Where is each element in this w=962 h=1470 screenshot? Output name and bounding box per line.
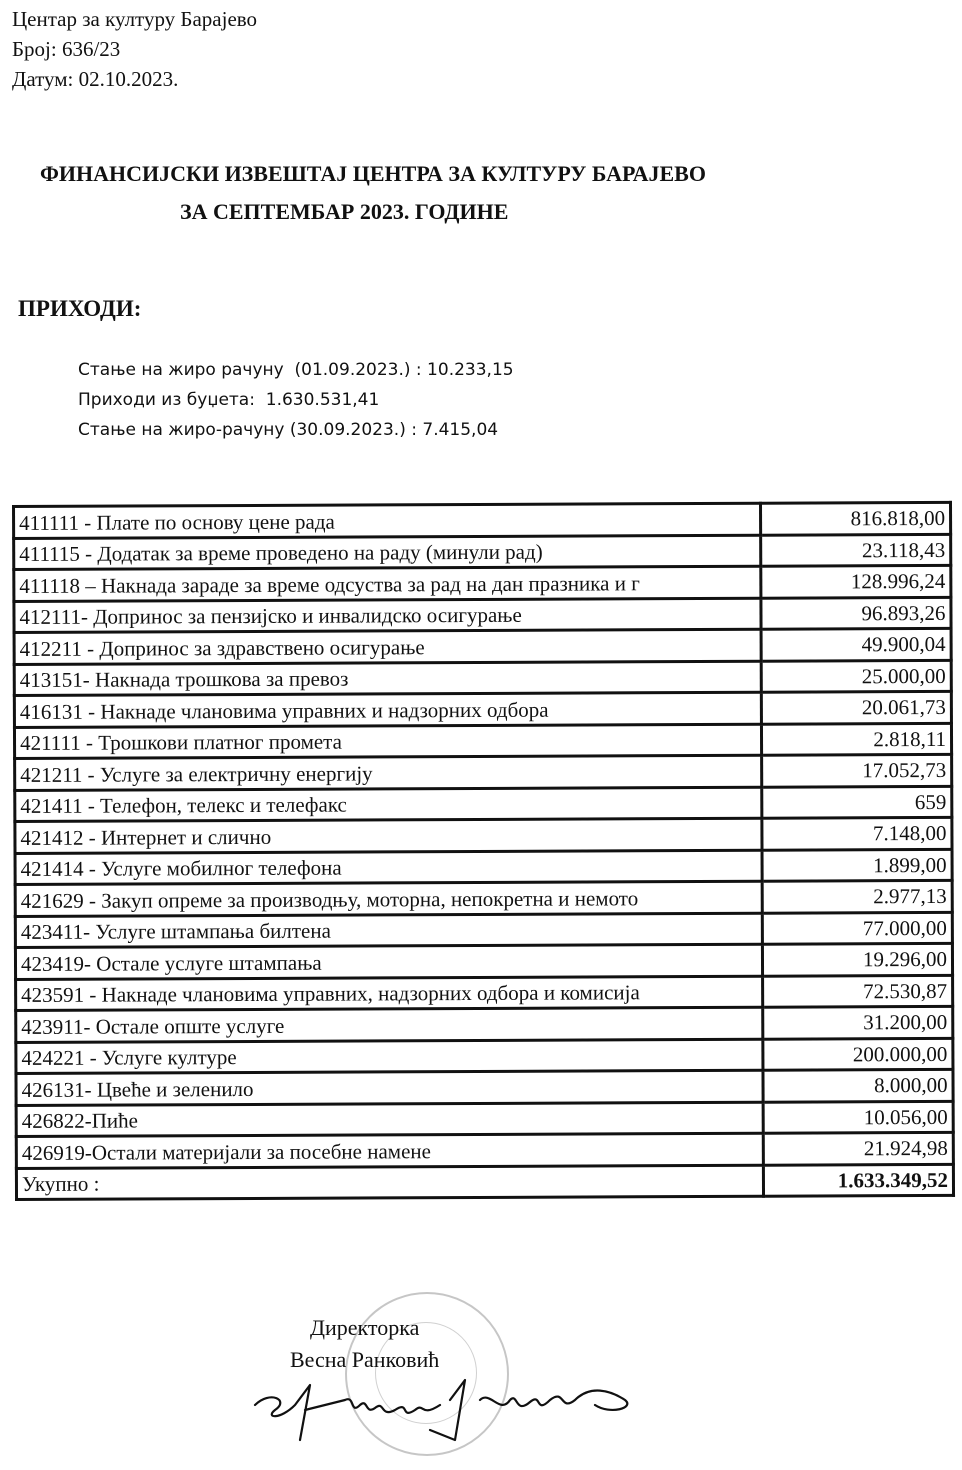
expense-amount: 96.893,26 [761,597,951,629]
expense-label: 424221 - Услуге културе [16,1039,763,1074]
document-header [12,4,257,94]
report-title-line-1: ФИНАНСИЈСКИ ИЗВЕШТАЈ ЦЕНТРА ЗА КУЛТУРУ БАРАЈЕВО [40,161,706,186]
table-row [14,723,951,759]
expense-amount: 7.148,00 [762,817,952,849]
expense-label: 416131 - Накнаде члановима управних и надзорних одбора [14,692,761,727]
expense-amount: 23.118,43 [761,534,951,566]
expense-amount: 8.000,00 [763,1069,953,1101]
expense-label: 421414 - Услуге мобилног телефона [15,850,762,885]
expense-label: 423411- Услуге штампања билтена [15,913,762,948]
expense-label: 411115 - Додатак за време проведено на раду (минули рад) [14,535,761,570]
expense-amount: 19.296,00 [762,943,952,975]
table-row [16,1069,953,1105]
table-row [15,817,952,853]
income-heading: ПРИХОДИ: [18,296,142,321]
expense-label: 421412 - Интернет и слично [15,818,762,853]
expense-label: 421111 - Трошкови платног промета [14,724,761,759]
expense-label: 426822-Пиће [16,1102,763,1137]
closing-balance: Стање на жиро-рачуну (30.09.2023.) : 7.415,04 [78,420,499,440]
opening-balance: Стање на жиро рачуну (01.09.2023.) : 10.233,15 [78,360,514,380]
table-row [16,1101,953,1137]
expense-label: 421211 - Услуге за електричну енергију [15,755,762,790]
total-row [16,1164,953,1200]
table-row [16,1132,953,1168]
table-row [15,943,952,979]
table-row [16,1006,953,1042]
table-row [15,880,952,916]
expense-amount: 1.899,00 [762,849,952,881]
expense-label: 412111- Допринос за пензијско и инвалидско осигурање [14,598,761,633]
table-row [14,691,951,727]
expense-label: 421629 - Закуп опреме за производњу, моторна, непокретна и немото [15,881,762,916]
expenses-table [12,501,955,1201]
expense-amount: 659 [762,786,952,818]
expense-amount: 49.900,04 [761,628,951,660]
signatory-role: Директорка [309,1315,420,1340]
document-number: Број: 636/23 [12,37,121,61]
total-label: Укупно : [16,1165,763,1200]
expense-amount: 21.924,98 [763,1132,953,1164]
expense-amount: 25.000,00 [761,660,951,692]
expense-label: 411111 - Плате по основу цене рада [14,503,761,538]
signatory-name: Весна Ранковић [290,1347,440,1372]
expense-label: 423419- Остале услуге штампања [15,944,762,979]
report-title-line-2: ЗА СЕПТЕМБАР 2023. ГОДИНЕ [180,199,509,224]
expense-label: 412211 - Допринос за здравствено осигурање [14,629,761,664]
expense-label: 413151- Накнада трошкова за превоз [14,661,761,696]
expense-label: 426919-Остали материјали за посебне намене [16,1133,763,1168]
expense-amount: 20.061,73 [761,691,951,723]
expense-label: 423591 - Накнаде члановима управних, надзорних одбора и комисија [16,976,763,1011]
table-row [14,660,951,696]
expense-amount: 10.056,00 [763,1101,953,1133]
table-row [16,1038,953,1074]
expense-label: 423911- Остале опште услуге [16,1007,763,1042]
expense-amount: 2.818,11 [761,723,951,755]
table-row [15,754,952,790]
table-row [15,786,952,822]
expense-amount: 72.530,87 [763,975,953,1007]
expense-amount: 2.977,13 [762,880,952,912]
expense-label: 411118 – Накнада зараде за време одсуства за рад на дан празника и г [14,566,761,601]
expense-amount: 77.000,00 [762,912,952,944]
handwritten-signature-icon [250,1370,640,1455]
total-amount: 1.633.349,52 [763,1164,953,1196]
table-row [14,597,951,633]
budget-income: Приходи из буџета: 1.630.531,41 [78,390,380,410]
table-row [14,628,951,664]
expense-amount: 31.200,00 [763,1006,953,1038]
expense-amount: 17.052,73 [762,754,952,786]
table-row [15,849,952,885]
table-row [14,534,951,570]
expense-label: 426131- Цвеће и зеленило [16,1070,763,1105]
expense-amount: 200.000,00 [763,1038,953,1070]
table-row [16,975,953,1011]
income-summary [78,355,514,445]
signature-block [290,1312,439,1376]
expense-amount: 816.818,00 [760,502,950,534]
table-row [14,565,951,601]
expense-amount: 128.996,24 [761,565,951,597]
document-date: Датум: 02.10.2023. [12,67,179,91]
table-row [14,502,951,538]
report-title [40,155,880,231]
table-row [15,912,952,948]
organization-name: Центар за културу Барајево [12,7,258,31]
expense-label: 421411 - Телефон, телекс и телефакс [15,787,762,822]
